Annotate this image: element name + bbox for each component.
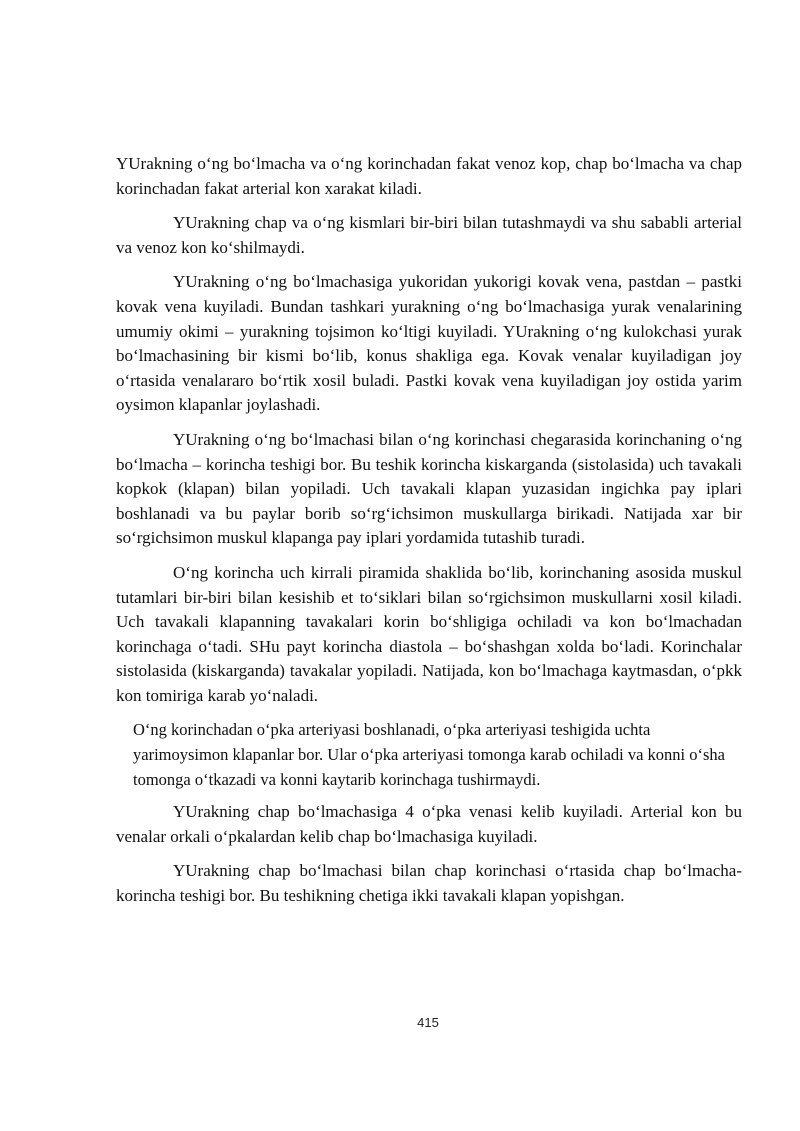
paragraph-5: O‘ng korincha uch kirrali piramida shaklida bo‘lib, korinchaning asosida muskul tutamlari bir-biri bilan kesishib et to‘siklari bilan so‘rgichsimon muskullarni xosil kiladi. Uch tavakali klapanning tavakalari korin bo‘shligiga ochiladi va kon bo‘lmachadan korinchaga o‘tadi. SHu payt korincha diastola – bo‘shashgan xolda bo‘ladi. Korinchalar sistolasida (kiskarganda) tavakalar yopiladi. Natijada, kon bo‘lmachaga kaytmasdan, o‘pkk kon tomiriga karab yo‘naladi. (116, 562, 742, 705)
paragraph-2: YUrakning chap va o‘ng kismlari bir-biri bilan tutashmaydi va shu sababli arterial va venoz kon ko‘shilmaydi. (116, 213, 742, 257)
page-number: 415 (417, 1015, 439, 1030)
paragraph-8: YUrakning chap bo‘lmachasi bilan chap korinchasi o‘rtasida chap bo‘lmacha-korincha teshigi bor. Bu teshikning chetiga ikki tavakali klapan yopishgan. (116, 861, 742, 906)
paragraph-3: YUrakning o‘ng bo‘lmachasiga yukoridan yukorigi kovak vena, pastdan – pastki kovak vena kuyiladi. Bundan tashkari yurakning o‘ng bo‘lmachasiga yurak venalarining umumiy okimi – yurakning tojsimon ko‘ltigi kuyiladi. YUrakning o‘ng kulokchasi yurak bo‘lmachasining bir kismi bo‘lib, konus shakliga ega. Kovak venalar kuyiladigan joy o‘rtasida venalararo bo‘rtik xosil buladi. Pastki kovak vena kuyiladigan joy ostida yarim oysimon klapanlar joylashadi. (116, 272, 742, 415)
paragraph-4: YUrakning o‘ng bo‘lmachasi bilan o‘ng korinchasi chegarasida korinchaning o‘ng bo‘lmacha – korincha teshigi bor. Bu teshik korincha kiskarganda (sistolasida) uch tavakali kopkok (klapan) bilan yopiladi. Uch tavakali klapan yuzasidan ingichka pay iplari boshlanadi va bu paylar borib so‘rg‘ichsimon muskullarga birikadi. Natijada xar bir so‘rgichsimon muskul klapanga pay iplari yordamida tutashib turadi. (116, 429, 742, 548)
paragraph-7: YUrakning chap bo‘lmachasiga 4 o‘pka venasi kelib kuyiladi. Arterial kon bu venalar orkali o‘pkalardan kelib chap bo‘lmachasiga kuyiladi. (116, 802, 742, 846)
paragraph-6: O‘ng korinchadan o‘pka arteriyasi boshlanadi, o‘pka arteriyasi teshigida uchta yarimoysimon klapanlar bor. Ular o‘pka arteriyasi tomonga karab ochiladi va konni o‘sha tomonga o‘tkazadi va konni kaytarib korinchaga tushirmaydi. (133, 720, 725, 789)
paragraph-1: YUrakning o‘ng bo‘lmacha va o‘ng korinchadan fakat venoz kop, chap bo‘lmacha va chap korinchadan fakat arterial kon xarakat kiladi. (116, 154, 742, 198)
page-body (116, 152, 742, 919)
